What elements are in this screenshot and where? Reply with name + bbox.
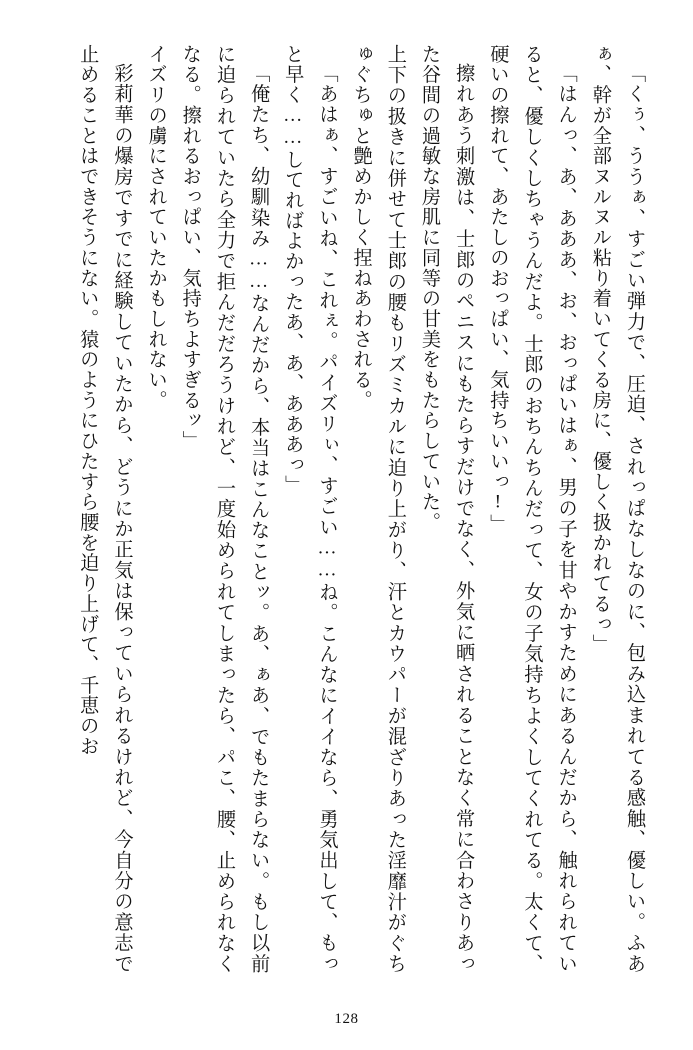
paragraph: 上下の扱きに併せて士郎の腰もリズミカルに迫り上がり、汗とカウパーが混ざりあった淫靡汁がぐちゅぐちゅと艶めかしく捏ねあわされる。 bbox=[350, 44, 406, 974]
paragraph: 「くぅ、ううぁ、すごい弾力で、圧迫、されっぱなしなのに、包み込まれてる感触、優しい。ふあぁ、幹が全部ヌルヌル粘り着いてくる房に、優しく扱かれてるっ」 bbox=[589, 44, 645, 974]
page-number: 128 bbox=[334, 1011, 359, 1027]
paragraph: 「はんっ、あ、あああ、お、おっぱいはぁ、男の子を甘やかすためにあるんだから、触れられていると、優しくしちゃうんだよ。士郎のおちんちんだって、女の子気持ちよくしてくれてる。太くて、硬いの擦れて、あたしのおっぱい、気持ちいいっ!」 bbox=[487, 44, 577, 974]
paragraph: 彩莉華の爆房ですでに経験していたから、どうにか正気は保っていられるけれど、今自分の意志で止めることはできそうにない。猿のようにひたすら腰を迫り上げて、千恵のお bbox=[77, 44, 133, 974]
paragraph: イズリの虜にされていたかもしれない。 bbox=[145, 44, 167, 411]
paragraph: 「あはぁ、すごいね、これぇ。パイズリぃ、すごい……ね。こんなにイイなら、勇気出して、もっと早く……してればよかったあ、あ、あああっ」 bbox=[282, 44, 338, 974]
vertical-text-body bbox=[40, 44, 651, 974]
paragraph: 「俺たち、幼馴染み……なんだから、本当はこんなことッ。あ、ぁあ、でもたまらない。もし以前に迫られていたら全力で拒んだだろうけれど、一度始められてしまったら、パこ、腰、止められなくなる。擦れるおっぱい、気持ちよすぎるッ」 bbox=[179, 44, 270, 974]
paragraph: 擦れあう刺激は、士郎のペニスにもたらすだけでなく、外気に晒されることなく常に合わさりあった谷間の過敏な房肌に同等の甘美をもたらしていた。 bbox=[418, 44, 475, 974]
